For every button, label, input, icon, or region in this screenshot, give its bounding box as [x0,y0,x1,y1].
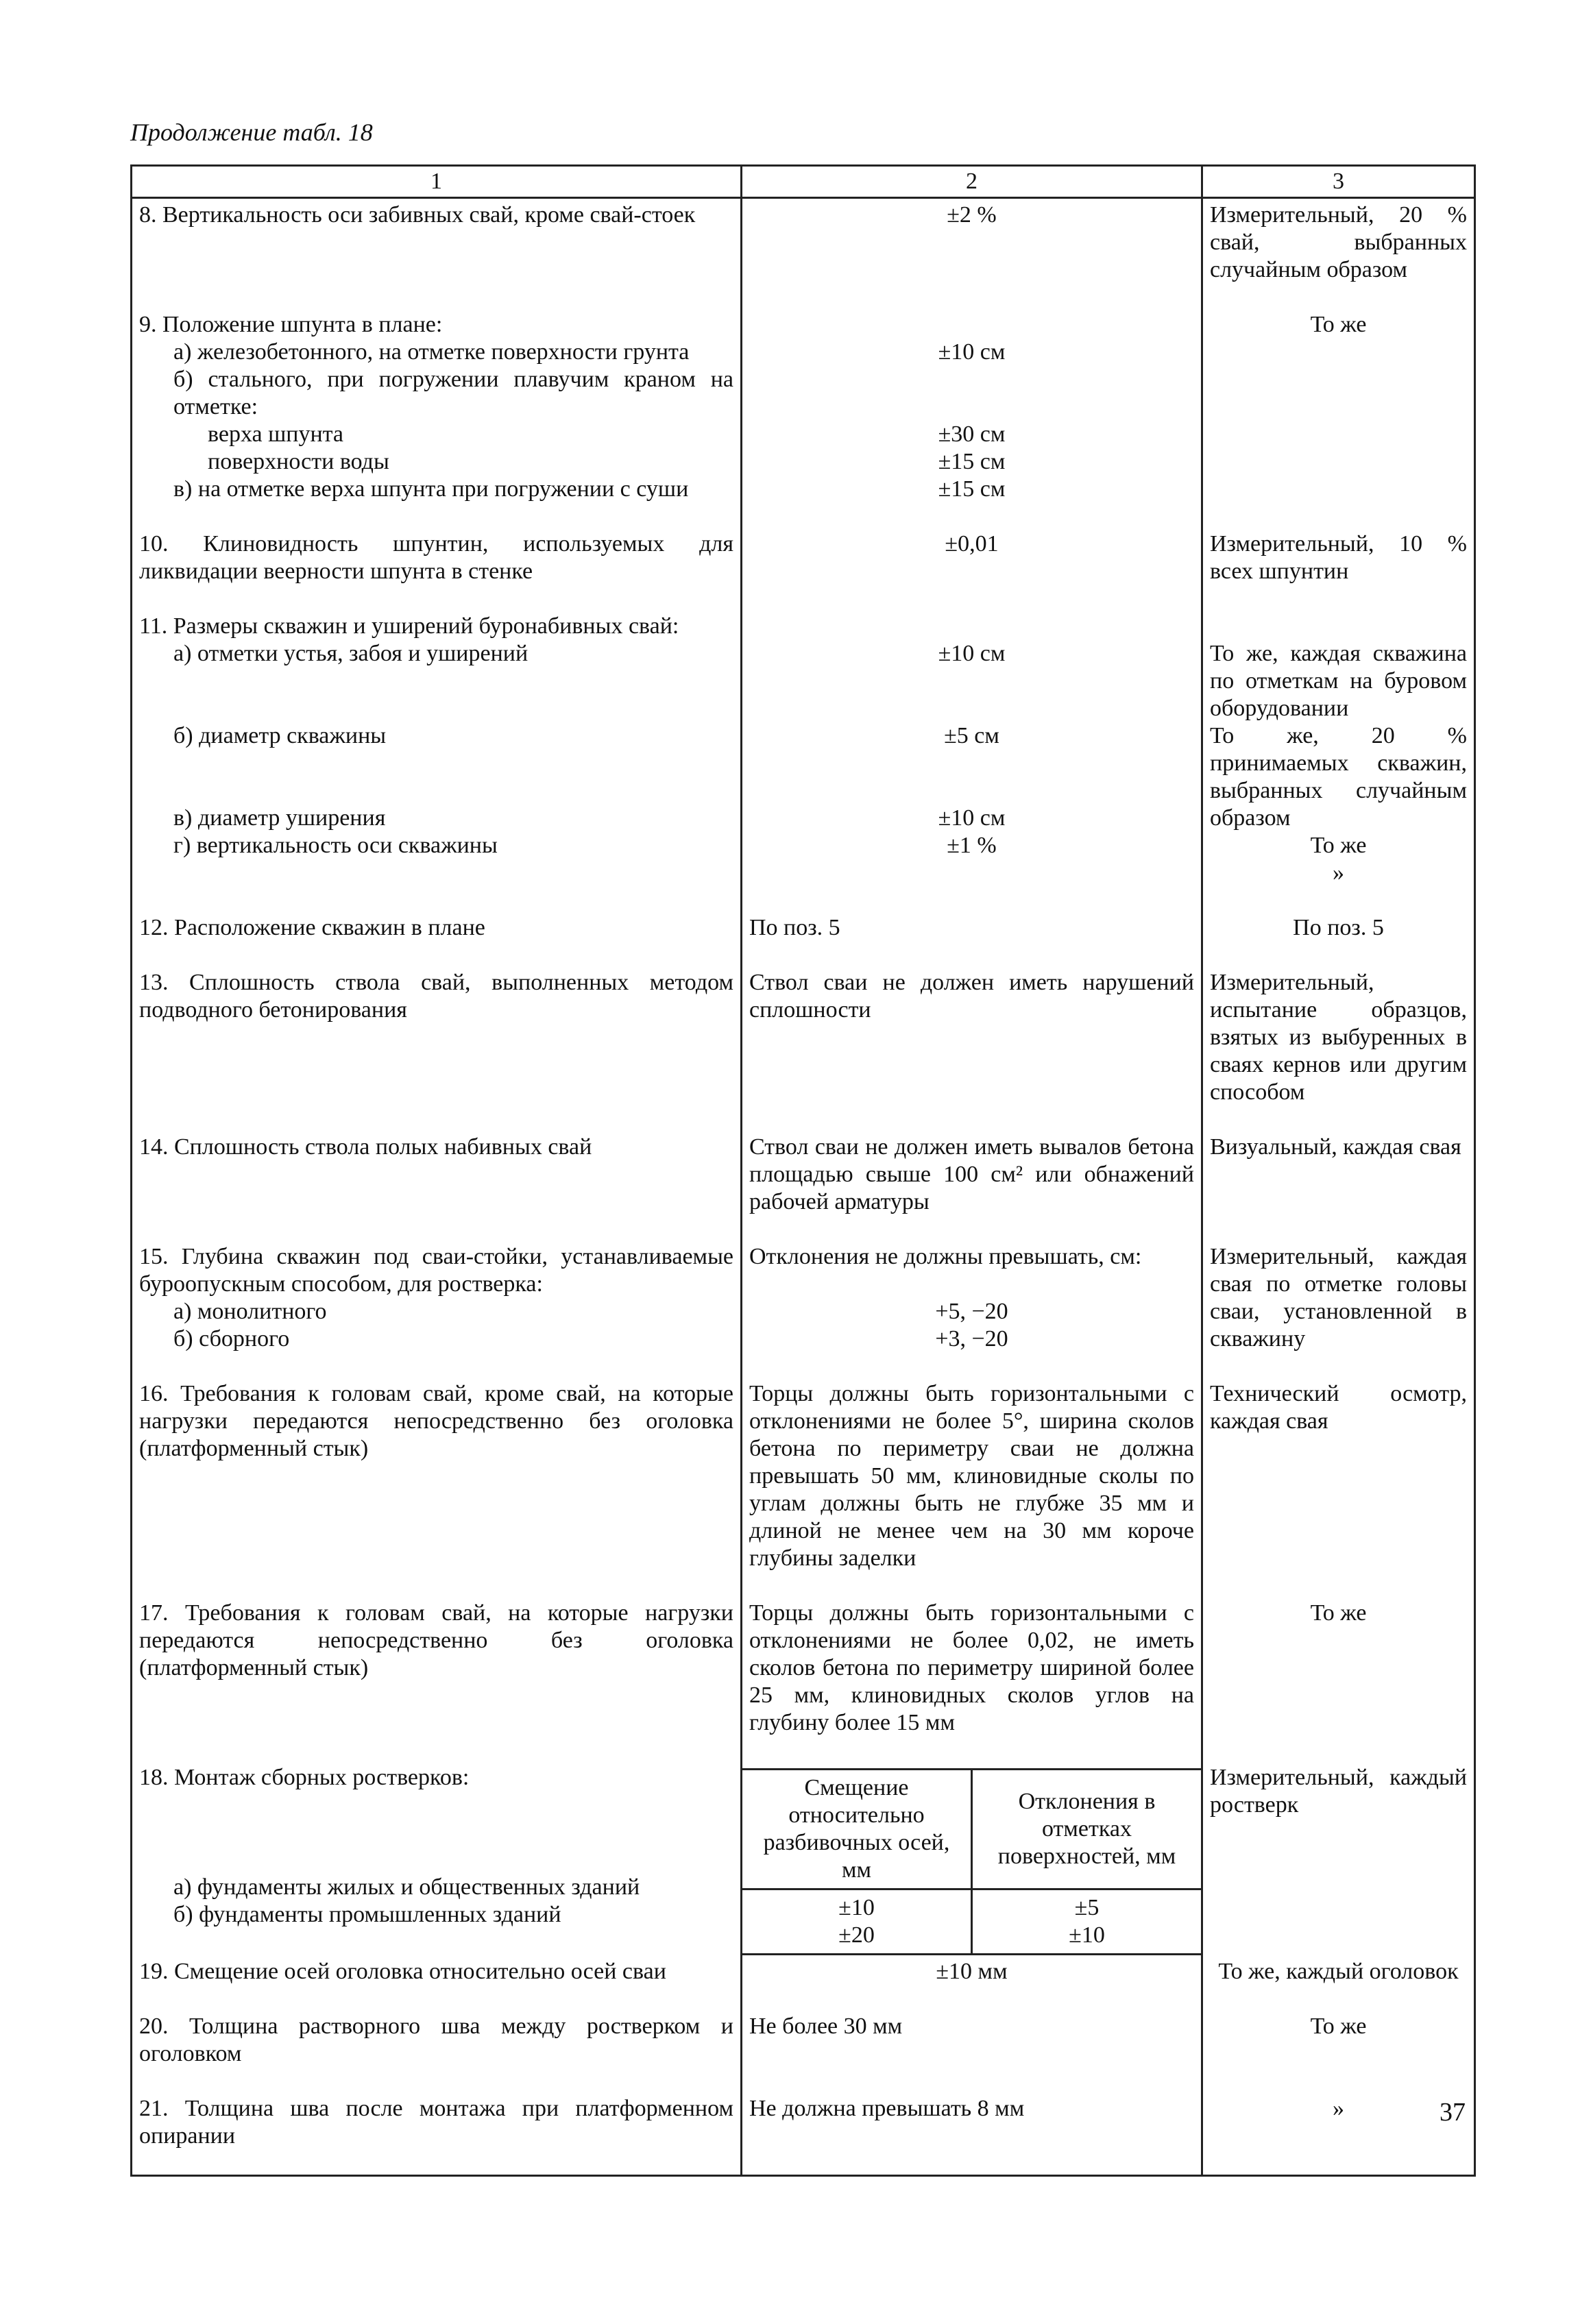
row-text: поверхности воды [208,449,389,474]
subtable-header-offset: Смещение относительно разбивочных осей, мм [742,1770,972,1889]
row-text: 13. Сплошность ствола свай, выполненных методом подводного бетонирования [139,970,733,1023]
row-18-tolerance [742,1761,1202,1955]
row-text: верха шпунта [208,421,344,447]
subtable-cell [742,1889,972,1955]
spacer [139,1791,733,1874]
subtable-cell [972,1889,1202,1955]
row-12-control [1202,912,1475,966]
table-row [132,2010,1475,2092]
row-16-tolerance [742,1378,1202,1597]
row-9-tolerance [742,308,1202,528]
requirements-table [130,164,1476,2177]
row-17-control [1202,1597,1475,1761]
row-value: ±30 см [938,421,1006,447]
row-text: 16. Требования к головам свай, кроме свай, на которые нагрузки передаются непосредственно без оголовка (платформенный стык) [139,1381,733,1461]
row-value: ±10 см [938,805,1006,831]
row-text: 12. Расположение скважин в плане [139,915,485,940]
row-value: Не должна превышать 8 мм [749,2096,1025,2121]
row-value: +3, −20 [935,1326,1008,1351]
row-text: Измерительный, 10 % всех шпунтин [1210,531,1467,584]
row-15-control [1202,1240,1475,1378]
spacer [1210,613,1467,640]
row-text: То же [1310,1600,1367,1626]
row-9-control [1202,308,1475,528]
row-value: ±20 [838,1922,875,1948]
row-text: 20. Толщина растворного шва между ростверком и оголовком [139,2014,733,2066]
row-text: Измерительный, испытание образцов, взятых из выбуренных в сваях кернов или другим способом [1210,970,1467,1105]
row-16-parameter [132,1378,742,1597]
row-10-parameter [132,528,742,610]
row-text: а) фундаменты жилых и общественных зданий [173,1874,640,1900]
row-value [749,695,1194,722]
row-21-parameter [132,2092,742,2176]
row-value [749,613,1194,640]
row-value: Не более 30 мм [749,2014,903,2039]
row-value: ±10 [838,1895,875,1920]
row-text: » [1333,860,1344,885]
table-row [132,1240,1475,1378]
row-value: ±10 см [938,641,1006,666]
header-col-3: 3 [1202,166,1475,198]
row-value: Торцы должны быть горизонтальными с отклонениями не более 5°, ширина сколов бетона по периметру сваи не должна превышать 50 мм, клиновидные сколы по углам должны быть не глубже 35 мм и длиной не менее чем на 30 мм короче глубины заделки [749,1381,1194,1571]
row-18-control [1202,1761,1475,1955]
row-18-parameter [132,1761,742,1955]
table-caption: Продолжение табл. 18 [130,119,373,146]
table-row [132,1131,1475,1240]
row-10-control [1202,528,1475,610]
row-value [749,393,1194,421]
row-text: Измерительный, каждый ростверк [1210,1765,1467,1818]
row-text: По поз. 5 [1293,915,1384,940]
row-text: То же [1310,2014,1367,2039]
row-value: ±5 [1074,1895,1100,1920]
row-text: 14. Сплошность ствола полых набивных свай [139,1134,592,1160]
row-value: ±10 мм [936,1959,1008,1984]
row-14-control [1202,1131,1475,1240]
row-text: в) на отметке верха шпунта при погружении с суши [173,476,689,502]
row-text: б) фундаменты промышленных зданий [173,1902,561,1927]
row-value: ±5 см [944,723,999,748]
row-text: То же [1310,833,1367,858]
row-text: а) монолитного [173,1299,327,1324]
row-value: +5, −20 [935,1299,1008,1324]
row-text: б) стального, при погружении плавучим краном на отметке: [173,367,733,419]
table-row [132,1597,1475,1761]
row-19-parameter [132,1955,742,2010]
row-value: Ствол сваи не должен иметь вывалов бетона площадью свыше 100 см² или обнажений рабочей арматуры [749,1134,1194,1214]
spacer [139,777,733,805]
row-text: г) вертикальность оси скважины [173,833,498,858]
row-11-parameter [132,610,742,912]
table-row [132,308,1475,528]
row-text: а) отметки устья, забоя и уширений [173,641,529,666]
row-text: Измерительный, каждая свая по отметке головы сваи, установленной в скважину [1210,1244,1467,1351]
table-row [132,1761,1475,1955]
row-value: Отклонения не должны превышать, см: [749,1244,1142,1269]
row-11-tolerance [742,610,1202,912]
row-text: То же, каждый оголовок [1218,1959,1459,1984]
row-17-parameter [132,1597,742,1761]
table-row [132,2092,1475,2176]
table-row [132,966,1475,1131]
row-text: 21. Толщина шва после монтажа при платформенном опирании [139,2096,733,2149]
row-text: б) диаметр скважины [173,723,387,748]
table-row [132,528,1475,610]
header-col-1: 1 [132,166,742,198]
row-value: По поз. 5 [749,915,840,940]
row-value: ±1 % [947,833,997,858]
spacer [749,1271,1194,1298]
row-12-parameter [132,912,742,966]
row-text: 10. Клиновидность шпунтин, используемых для ликвидации веерности шпунта в стенке [139,531,733,584]
row-11-control [1202,610,1475,912]
row-text: 11. Размеры скважин и уширений буронабивных свай: [139,613,679,639]
table-header-row [132,166,1475,198]
row-13-tolerance [742,966,1202,1131]
row-13-parameter [132,966,742,1131]
subtable-header-row [742,1770,1201,1889]
row-12-tolerance [742,912,1202,966]
row-value [749,750,1194,777]
spacer [139,750,733,777]
row-text: 18. Монтаж сборных ростверков: [139,1765,470,1790]
spacer [139,695,733,722]
row-15-parameter [132,1240,742,1378]
row-20-tolerance [742,2010,1202,2092]
row-20-parameter [132,2010,742,2092]
row-value: ±2 % [947,202,997,228]
row-text: То же [1310,312,1367,337]
row-13-control [1202,966,1475,1131]
row-19-control [1202,1955,1475,2010]
row-text: 9. Положение шпунта в плане: [139,312,443,337]
table-row [132,198,1475,309]
row-text: 8. Вертикальность оси забивных свай, кроме свай-стоек [139,202,696,228]
row-text: » [1333,2096,1344,2121]
row-value [749,366,1194,393]
row-8-parameter [132,198,742,309]
row-8-control [1202,198,1475,309]
row-text: б) сборного [173,1326,290,1351]
row-8-tolerance [742,198,1202,309]
table-row [132,1378,1475,1597]
row-value: ±0,01 [945,531,999,556]
row-value: ±10 [1069,1922,1105,1948]
row-text: а) железобетонного, на отметке поверхности грунта [173,339,690,365]
row-text: То же, каждая скважина по отметкам на буровом оборудовании [1210,641,1467,721]
subtable [742,1768,1201,1955]
row-text: Измерительный, 20 % свай, выбранных случайным образом [1210,202,1467,282]
row-text: 17. Требования к головам свай, на которые нагрузки передаются непосредственно без оголовка (платформенный стык) [139,1600,733,1680]
header-col-2: 2 [742,166,1202,198]
row-value: Торцы должны быть горизонтальными с отклонениями не более 0,02, не иметь сколов бетона по периметру шириной более 25 мм, клиновидных сколов углов на глубину более 15 мм [749,1600,1194,1735]
table-row [132,912,1475,966]
row-value: ±15 см [938,449,1006,474]
row-14-parameter [132,1131,742,1240]
row-value [749,311,1194,339]
row-20-control [1202,2010,1475,2092]
row-17-tolerance [742,1597,1202,1761]
subtable-row [742,1889,1201,1955]
row-text: Технический осмотр, каждая свая [1210,1381,1467,1434]
row-text: в) диаметр уширения [173,805,386,831]
row-text: То же, 20 % принимаемых скважин, выбранных случайным образом [1210,723,1467,831]
row-value: Ствол сваи не должен иметь нарушений сплошности [749,970,1194,1023]
row-14-tolerance [742,1131,1202,1240]
row-text: 15. Глубина скважин под сваи-стойки, устанавливаемые буроопускным способом, для ростверка: [139,1244,733,1297]
row-value: ±10 см [938,339,1006,365]
row-15-tolerance [742,1240,1202,1378]
row-9-parameter [132,308,742,528]
page-number: 37 [1440,2098,1466,2127]
row-19-tolerance [742,1955,1202,2010]
row-21-tolerance [742,2092,1202,2176]
subtable-header-elevation: Отклонения в отметках поверхностей, мм [972,1770,1202,1889]
spacer [139,668,733,695]
table-row [132,1955,1475,2010]
row-value [749,668,1194,695]
row-value: ±15 см [938,476,1006,502]
row-21-control [1202,2092,1475,2176]
row-value [749,777,1194,805]
table-row [132,610,1475,912]
row-text: Визуальный, каждая свая [1210,1134,1461,1160]
row-text: 19. Смещение осей оголовка относительно осей сваи [139,1959,666,1984]
row-16-control [1202,1378,1475,1597]
row-10-tolerance [742,528,1202,610]
